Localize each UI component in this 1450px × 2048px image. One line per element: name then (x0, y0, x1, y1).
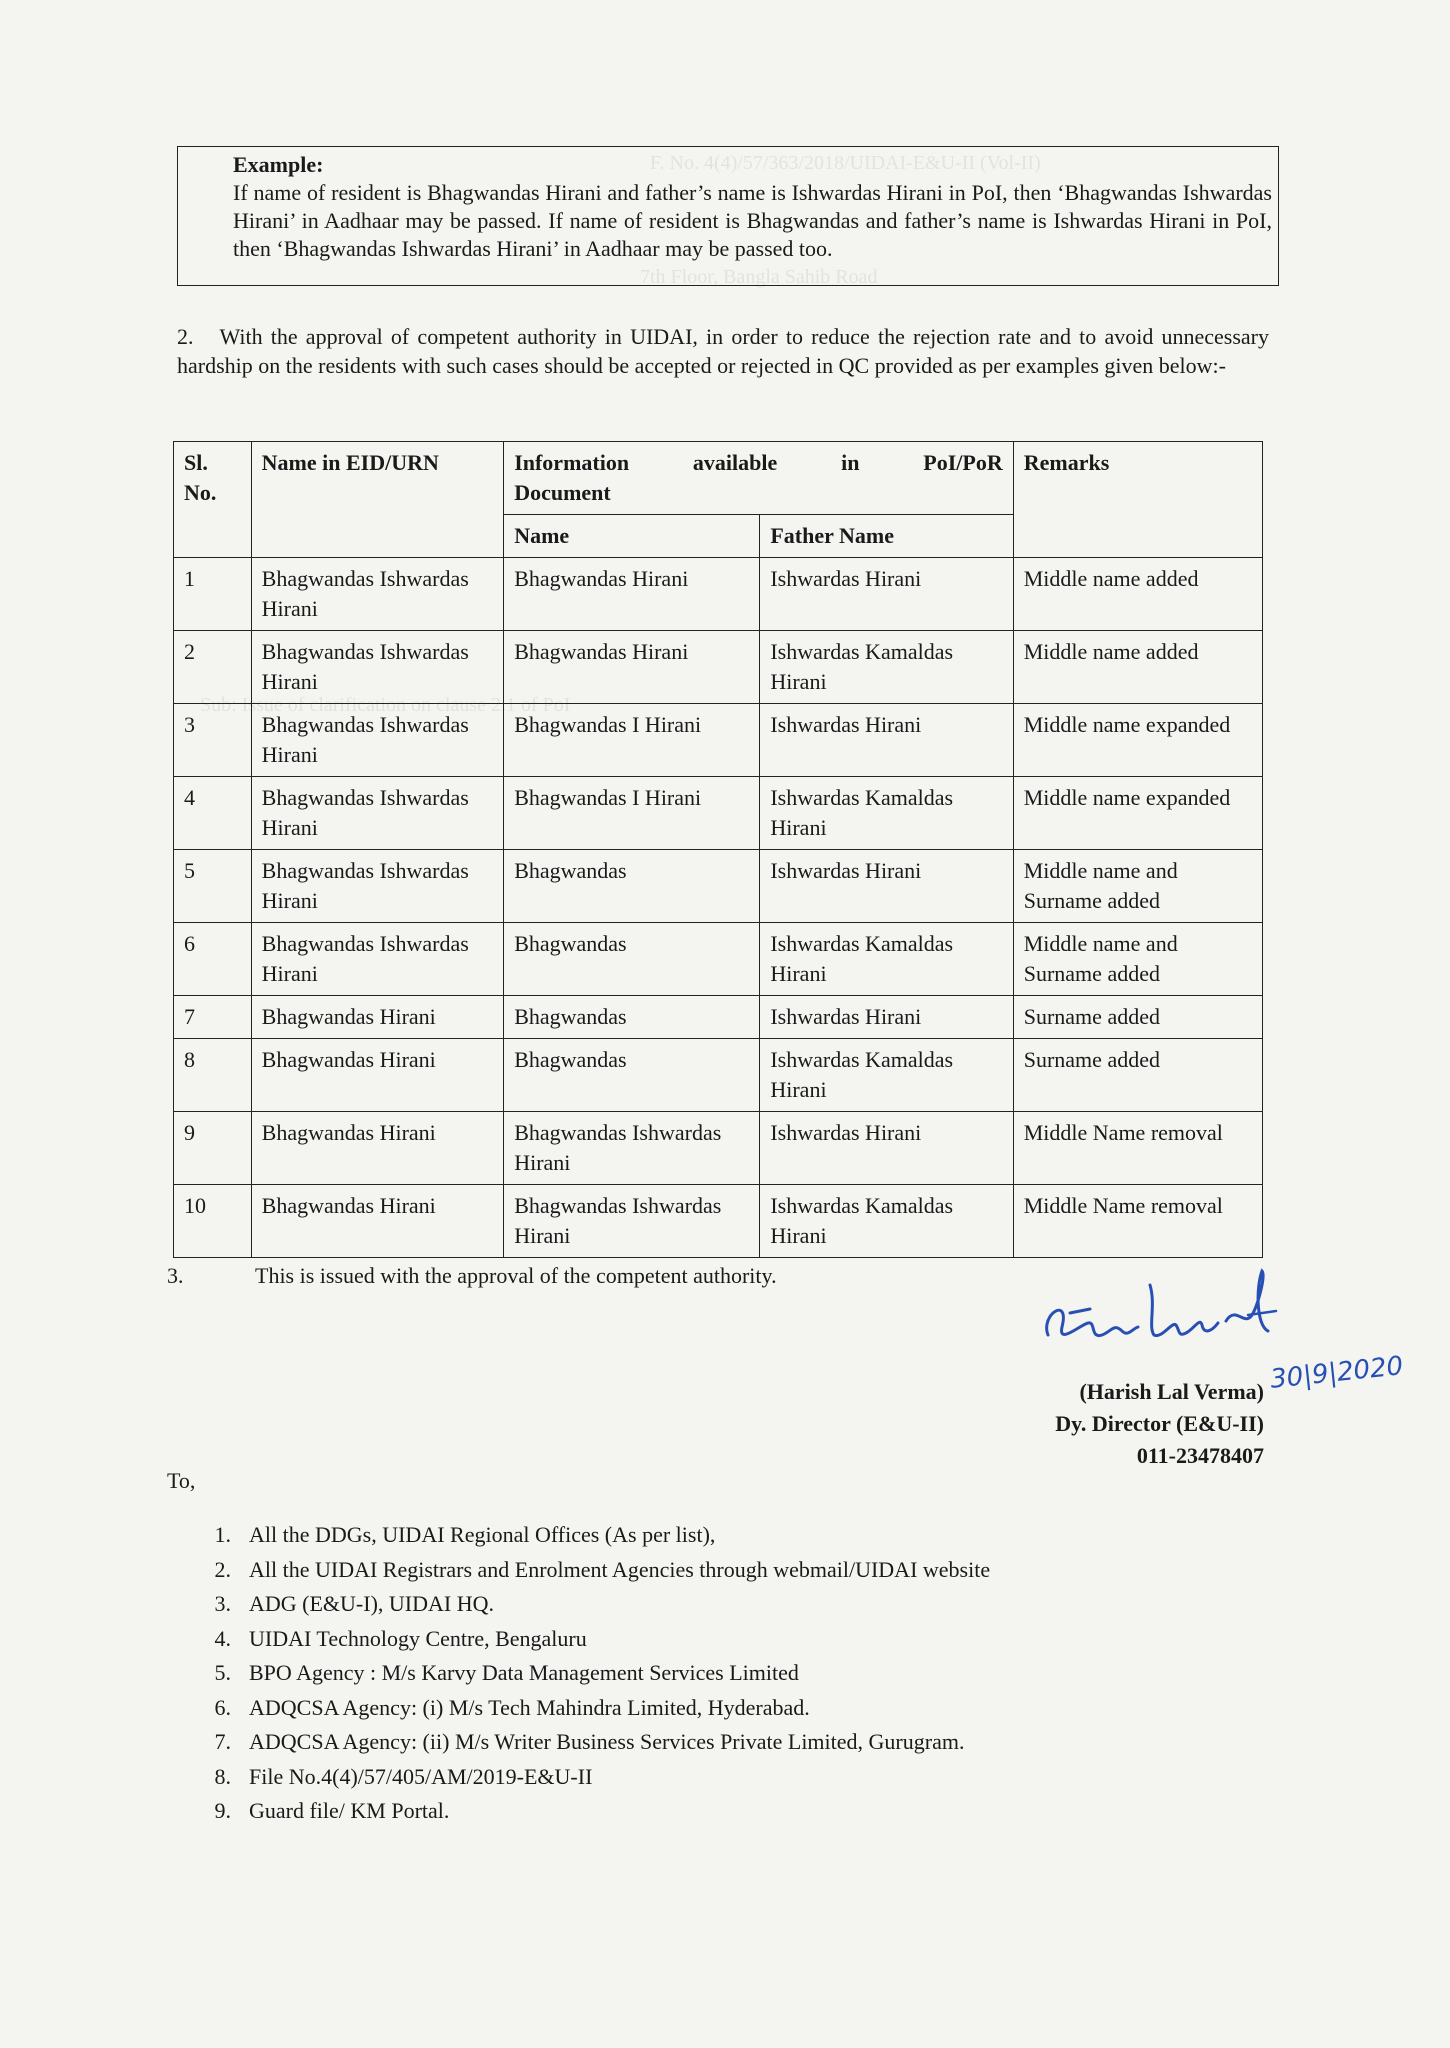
table-row (174, 558, 1263, 631)
bleed-through-text: F. No. 4(4)/57/363/2018/UIDAI-E&U-II (Vol-II) (650, 152, 1041, 174)
list-item (167, 1760, 990, 1795)
table-row (174, 777, 1263, 850)
list-item-text: ADQCSA Agency: (i) M/s Tech Mahindra Limited, Hyderabad. (249, 1694, 810, 1720)
cell-father: Ishwardas Hirani (760, 996, 1013, 1039)
signatory-name: (Harish Lal Verma) (1079, 1379, 1264, 1404)
cell-remarks: Middle name added (1013, 558, 1262, 631)
cell-name: Bhagwandas (504, 850, 760, 923)
list-item-text: File No.4(4)/57/405/AM/2019-E&U-II (249, 1763, 593, 1789)
header-info-word: Information (514, 450, 630, 475)
header-eid: Name in EID/URN (251, 442, 504, 558)
table-row (174, 1112, 1263, 1185)
example-text: If name of resident is Bhagwandas Hirani and father’s name is Ishwardas Hirani in PoI, then ‘Bhagwandas Ishwardas Hirani’ in Aadhaar may be passed. If name of resident is Bhagwandas and father’s name is Ishwardas Hirani in PoI, then ‘Bhagwandas Ishwardas Hirani’ in Aadhaar may be passed too. (233, 180, 1272, 261)
cell-remarks: Middle name and Surname added (1013, 850, 1262, 923)
list-item-number: 3. (214, 1591, 231, 1616)
cell-name: Bhagwandas Ishwardas Hirani (504, 1185, 760, 1258)
cell-name: Bhagwandas I Hirani (504, 777, 760, 850)
paragraph-number: 2. (177, 324, 194, 349)
cell-eid: Bhagwandas Ishwardas Hirani (251, 704, 504, 777)
header-remarks: Remarks (1013, 442, 1262, 558)
cell-father: Ishwardas Hirani (760, 704, 1013, 777)
cell-remarks: Middle Name removal (1013, 1112, 1262, 1185)
list-item-text: BPO Agency : M/s Karvy Data Management Services Limited (249, 1660, 799, 1685)
list-item (167, 1553, 990, 1588)
list-item (167, 1587, 990, 1622)
cell-name: Bhagwandas (504, 923, 760, 996)
cell-eid: Bhagwandas Ishwardas Hirani (251, 558, 504, 631)
cell-eid: Bhagwandas Ishwardas Hirani (251, 777, 504, 850)
list-item-number: 4. (214, 1625, 231, 1651)
list-item (167, 1656, 990, 1691)
list-item-text: ADQCSA Agency: (ii) M/s Writer Business Services Private Limited, Gurugram. (249, 1729, 965, 1754)
header-info-word: PoI/PoR (923, 450, 1003, 475)
paragraph-number: 3. (167, 1263, 184, 1288)
list-item-text: All the UIDAI Registrars and Enrolment Agencies through webmail/UIDAI website (249, 1556, 991, 1582)
header-sl: Sl. No. (174, 442, 252, 558)
cell-sl: 2 (174, 631, 252, 704)
handwritten-signature (1030, 1265, 1290, 1361)
signatory-designation: Dy. Director (E&U-II) (1055, 1411, 1264, 1436)
cell-name: Bhagwandas Hirani (504, 631, 760, 704)
list-item-number: 5. (214, 1660, 231, 1685)
cell-remarks: Surname added (1013, 996, 1262, 1039)
list-item (167, 1794, 990, 1829)
table-row (174, 631, 1263, 704)
cell-eid: Bhagwandas Hirani (251, 1185, 504, 1258)
cell-father: Ishwardas Kamaldas Hirani (760, 1039, 1013, 1112)
paragraph-text: This is issued with the approval of the competent authority. (255, 1263, 777, 1288)
cell-father: Ishwardas Kamaldas Hirani (760, 777, 1013, 850)
list-item-text: ADG (E&U-I), UIDAI HQ. (249, 1591, 494, 1616)
cell-father: Ishwardas Kamaldas Hirani (760, 631, 1013, 704)
cell-remarks: Middle name expanded (1013, 777, 1262, 850)
cell-eid: Bhagwandas Ishwardas Hirani (251, 631, 504, 704)
cell-sl: 9 (174, 1112, 252, 1185)
cell-eid: Bhagwandas Hirani (251, 1039, 504, 1112)
list-item-text: All the DDGs, UIDAI Regional Offices (As per list), (249, 1522, 716, 1547)
list-item-number: 9. (214, 1798, 231, 1823)
cell-sl: 5 (174, 850, 252, 923)
list-item-number: 1. (214, 1522, 231, 1547)
list-item (167, 1622, 990, 1657)
table-row (174, 996, 1263, 1039)
cell-eid: Bhagwandas Ishwardas Hirani (251, 850, 504, 923)
cell-remarks: Middle Name removal (1013, 1185, 1262, 1258)
cell-name: Bhagwandas Hirani (504, 558, 760, 631)
cell-sl: 10 (174, 1185, 252, 1258)
cell-eid: Bhagwandas Hirani (251, 996, 504, 1039)
list-item (167, 1518, 990, 1553)
paragraph-2 (177, 322, 1269, 380)
to-label: To, (167, 1468, 196, 1493)
table-row (174, 850, 1263, 923)
cell-father: Ishwardas Hirani (760, 1112, 1013, 1185)
header-info-word: available (692, 450, 778, 475)
header-info-document: Document (514, 480, 611, 505)
cell-name: Bhagwandas I Hirani (504, 704, 760, 777)
list-item (167, 1725, 990, 1760)
table-row (174, 704, 1263, 777)
bleed-through-text: Sub: Issue of clarification on clause 2.1 of PoI (200, 694, 571, 716)
signature-date: 30|9|2020 (1268, 1351, 1405, 1395)
list-item-number: 7. (214, 1729, 231, 1754)
header-info (504, 442, 1014, 515)
cell-sl: 6 (174, 923, 252, 996)
cell-name: Bhagwandas (504, 1039, 760, 1112)
list-item-number: 2. (214, 1556, 231, 1582)
list-item-number: 8. (214, 1763, 231, 1789)
example-title: Example: (233, 152, 324, 177)
signatory-phone: 011-23478407 (1136, 1443, 1264, 1468)
header-name: Name (504, 515, 760, 558)
cell-sl: 1 (174, 558, 252, 631)
cell-name: Bhagwandas (504, 996, 760, 1039)
cell-remarks: Middle name expanded (1013, 704, 1262, 777)
paragraph-3 (167, 1262, 777, 1290)
table-row (174, 923, 1263, 996)
recipient-list (167, 1518, 990, 1829)
cell-eid: Bhagwandas Hirani (251, 1112, 504, 1185)
table-body (174, 558, 1263, 1258)
signatory-block (1055, 1376, 1264, 1472)
header-info-word: in (841, 450, 860, 475)
cell-sl: 8 (174, 1039, 252, 1112)
name-variation-table (173, 441, 1263, 1258)
cell-sl: 4 (174, 777, 252, 850)
cell-remarks: Middle name and Surname added (1013, 923, 1262, 996)
table-row (174, 1185, 1263, 1258)
cell-father: Ishwardas Kamaldas Hirani (760, 1185, 1013, 1258)
cell-name: Bhagwandas Ishwardas Hirani (504, 1112, 760, 1185)
cell-father: Ishwardas Hirani (760, 850, 1013, 923)
example-box (177, 146, 1279, 286)
table-row (174, 1039, 1263, 1112)
cell-father: Ishwardas Kamaldas Hirani (760, 923, 1013, 996)
cell-remarks: Surname added (1013, 1039, 1262, 1112)
list-item-number: 6. (214, 1694, 231, 1720)
header-father: Father Name (760, 515, 1013, 558)
cell-father: Ishwardas Hirani (760, 558, 1013, 631)
cell-eid: Bhagwandas Ishwardas Hirani (251, 923, 504, 996)
list-item-text: Guard file/ KM Portal. (249, 1798, 450, 1823)
cell-sl: 3 (174, 704, 252, 777)
bleed-through-text: 7th Floor, Bangla Sahib Road (640, 266, 878, 288)
list-item (167, 1691, 990, 1726)
cell-sl: 7 (174, 996, 252, 1039)
cell-remarks: Middle name added (1013, 631, 1262, 704)
list-item-text: UIDAI Technology Centre, Bengaluru (249, 1625, 587, 1651)
signature-scribble (1030, 1265, 1290, 1361)
paragraph-text: With the approval of competent authority in UIDAI, in order to reduce the rejection rate and to avoid unnecessary hardship on the residents with such cases should be accepted or rejected in QC provided as per examples given below:- (177, 324, 1269, 378)
